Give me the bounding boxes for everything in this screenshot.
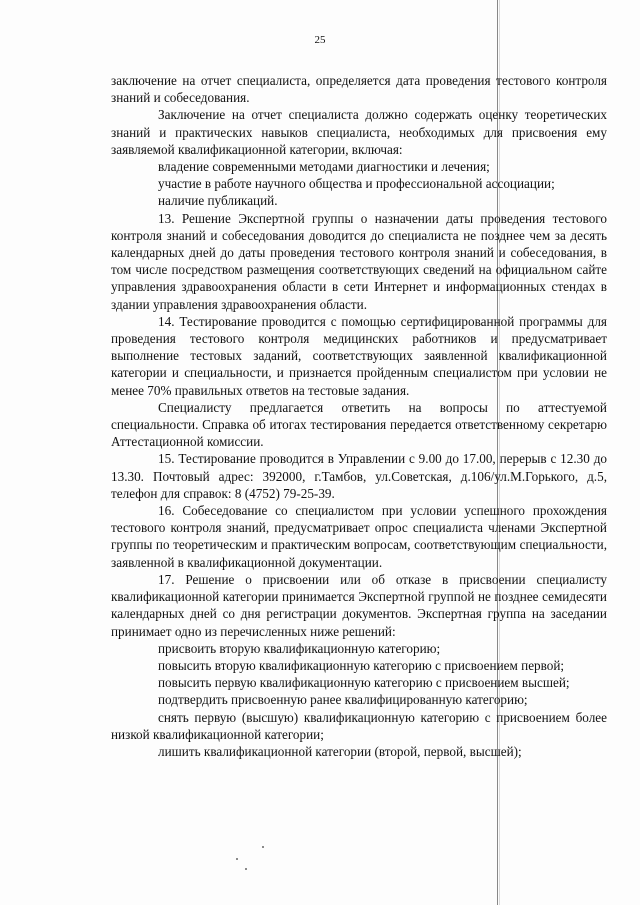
list-item-society-participation: участие в работе научного общества и профессиональной ассоциации; bbox=[158, 176, 555, 192]
scan-speck bbox=[245, 868, 247, 870]
list-item-publications: наличие публикаций. bbox=[158, 193, 278, 209]
document-body bbox=[111, 72, 607, 760]
paragraph-14: 14. Тестирование проводится с помощью сертифицированной программы для проведения тестового контроля медицинских работников и предусматривает выполнение тестовых заданий, соответствующих заявленной квалификационной категории и специальности, и признается пройденным специалистом при условии не менее 70% правильных ответов на тестовые задания. bbox=[111, 313, 607, 398]
paragraph-conclusion-date: заключение на отчет специалиста, определяется дата проведения тестового контроля знаний и собеседования. bbox=[111, 73, 607, 106]
list-item-diagnostics: владение современными методами диагностики и лечения; bbox=[158, 159, 490, 175]
paragraph-13: 13. Решение Экспертной группы о назначении даты проведения тестового контроля знаний и собеседования доводится до специалиста не позднее чем за десять календарных дней до даты проведения тестового контроля знаний и собеседования, в том числе посредством размещения соответствующих сведений на официальном сайте управления здравоохранения области в сети Интернет и информационных стендах в здании управления здравоохранения области. bbox=[111, 210, 607, 312]
paragraph-15: 15. Тестирование проводится в Управлении с 9.00 до 17.00, перерыв с 12.30 до 13.30. Почтовый адрес: 392000, г.Тамбов, ул.Советская, д.106/ул.М.Горького, д.5, телефон для справок: 8 (4752) 79-25-39. bbox=[111, 451, 607, 501]
decision-raise-to-first: повысить вторую квалификационную категорию с присвоением первой; bbox=[158, 657, 565, 673]
scan-speck bbox=[262, 846, 264, 848]
paragraph-17: 17. Решение о присвоении или об отказе в присвоении специалисту квалификационной категории принимается Экспертной группой не позднее семидесяти календарных дней со дня регистрации документов. Экспертная группа на заседании принимает одно из перечисленных ниже решений: bbox=[111, 571, 607, 639]
paragraph-conclusion-content: Заключение на отчет специалиста должно содержать оценку теоретических знаний и практических навыков специалиста, необходимых для присвоения ему заявляемой квалификационной категории, включая: bbox=[111, 107, 607, 157]
paragraph-questions: Специалисту предлагается ответить на вопросы по аттестуемой специальности. Справка об итогах тестирования передается ответственному секретарю Аттестационной комиссии. bbox=[111, 399, 607, 450]
decision-confirm: подтвердить присвоенную ранее квалифицированную категорию; bbox=[158, 692, 528, 708]
paragraph-16: 16. Собеседование со специалистом при условии успешного прохождения тестового контроля знаний, предусматривает опрос специалиста членами Экспертной группы по теоретическим и практическим вопросам, соответствующим специальности, заявленной в квалификационной документации. bbox=[111, 503, 607, 570]
decision-revoke: лишить квалификационной категории (второй, первой, высшей); bbox=[158, 743, 522, 759]
decision-assign-second: присвоить вторую квалификационную категорию; bbox=[158, 640, 441, 656]
page-number: 25 bbox=[314, 34, 326, 46]
scan-speck bbox=[236, 858, 238, 860]
decision-lower: снять первую (высшую) квалификационную категорию с присвоением более низкой квалификационной категории; bbox=[111, 709, 607, 742]
decision-raise-to-highest: повысить первую квалификационную категорию с присвоением высшей; bbox=[158, 675, 570, 691]
